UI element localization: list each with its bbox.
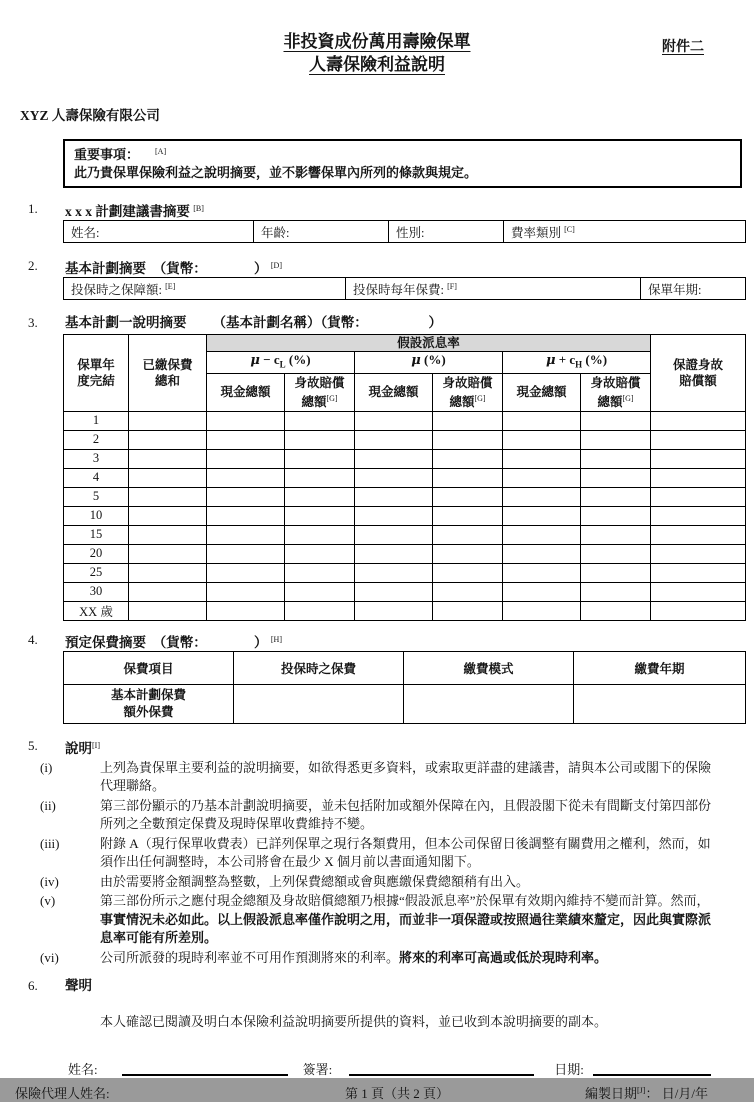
empty-value-cell	[129, 544, 207, 563]
empty-value-cell	[651, 449, 746, 468]
death-benefit-header-cell-high: 身故賠償總額[G]	[581, 373, 651, 411]
section6-number: 6.	[28, 978, 38, 994]
empty-value-cell	[355, 487, 433, 506]
signature-line	[349, 1062, 534, 1076]
company-name: XYZ 人壽保險有限公司	[20, 108, 160, 123]
empty-value-cell	[503, 487, 581, 506]
note-bold-text: 事實情況未必如此。以上假設派息率僅作說明之用，而並非一項保證或按照過往業績來釐定，因此與實際派息率可能有所差別。	[100, 911, 712, 946]
empty-value-cell	[207, 601, 285, 620]
scheduled-premium-data-row	[64, 684, 746, 723]
rate-class-field-cell	[504, 221, 746, 243]
empty-value-cell	[581, 544, 651, 563]
empty-value-cell	[129, 468, 207, 487]
note-bold-text: 將來的利率可高過或低於現時利率。	[399, 949, 608, 965]
section2-title: 基本計劃摘要 （貨幣： ）	[65, 261, 268, 276]
document-title-line2: 人壽保險利益說明	[309, 55, 445, 74]
empty-value-cell	[503, 449, 581, 468]
note-label: (v)	[40, 893, 56, 909]
section1-heading	[0, 200, 754, 217]
document-title-line1: 非投資成份萬用壽險保單	[283, 32, 471, 51]
marker-c: [C]	[564, 224, 575, 234]
note-text: 公司所派發的現時利率並不可用作預測將來的利率。	[100, 949, 400, 965]
empty-value-cell	[285, 601, 355, 620]
sum-insured-label: 投保時之保障額:	[71, 282, 162, 297]
note-label: (iv)	[40, 873, 59, 889]
rate-mid-header-cell: μ (%)	[355, 352, 503, 374]
sum-insured-cell	[64, 278, 346, 300]
marker-e: [E]	[165, 281, 176, 291]
policy-year-cell: 5	[64, 487, 129, 506]
section5-title: 說明	[65, 740, 92, 756]
basic-plan-premium-label: 基本計劃保費	[110, 687, 186, 702]
empty-value-cell	[285, 563, 355, 582]
policy-year-header-cell: 保單年度完結	[64, 335, 129, 412]
empty-value-cell	[129, 601, 207, 620]
note-label: (ii)	[40, 797, 56, 813]
important-notice-box	[63, 139, 742, 188]
marker-g: [G]	[474, 393, 486, 403]
illustration-header-row1	[64, 335, 746, 352]
empty-value-cell	[285, 468, 355, 487]
note-text: 附錄 A（現行保單收費表）已詳列保單之現行各類費用，但本公司保留日後調整有關費用之權利，然而，如須作出任何調整時，本公司將會在最少 X 個月前以書面通知閣下。	[100, 835, 711, 870]
empty-value-cell	[129, 430, 207, 449]
empty-value-cell	[355, 430, 433, 449]
note-text: 第三部份顯示的乃基本計劃說明摘要，並未包括附加或額外保障在內，且假設閣下從未有間斷支付第四部份所列之全數預定保費及現時保單收費維持不變。	[100, 797, 712, 832]
empty-value-cell	[581, 411, 651, 430]
empty-value-cell	[433, 468, 503, 487]
empty-value-cell	[207, 430, 285, 449]
empty-value-cell	[651, 563, 746, 582]
empty-value-cell	[581, 601, 651, 620]
empty-value-cell	[355, 544, 433, 563]
death-benefit-header-cell-low: 身故賠償總額[G]	[285, 373, 355, 411]
section5-number: 5.	[28, 737, 38, 753]
note-item-vi	[0, 949, 754, 968]
marker-g: [G]	[326, 393, 338, 403]
empty-value-cell	[503, 411, 581, 430]
illustration-data-row	[64, 563, 746, 582]
marker-g: [G]	[622, 393, 634, 403]
empty-value-cell	[433, 411, 503, 430]
empty-value-cell	[355, 411, 433, 430]
empty-value-cell	[581, 468, 651, 487]
proposal-summary-table	[63, 220, 746, 243]
payment-term-header-cell: 繳費年期	[574, 651, 746, 684]
empty-value-cell	[581, 525, 651, 544]
illustration-data-row	[64, 544, 746, 563]
illustration-data-row	[64, 582, 746, 601]
empty-value-cell	[285, 544, 355, 563]
empty-value-cell	[285, 506, 355, 525]
note-item-iii	[0, 835, 754, 872]
empty-value-cell	[129, 411, 207, 430]
note-item-v	[0, 892, 754, 948]
payment-mode-header-cell: 繳費模式	[404, 651, 574, 684]
empty-value-cell	[129, 582, 207, 601]
declaration-text: 本人確認已閱讀及明白本保險利益說明摘要所提供的資料，並已收到本說明摘要的副本。	[100, 1014, 608, 1030]
section2-heading	[0, 257, 754, 274]
rate-high-header-cell: $\mu + c_H$ (%)	[503, 352, 651, 374]
empty-value-cell	[581, 563, 651, 582]
empty-value-cell	[355, 525, 433, 544]
marker-j: [J]	[637, 1086, 646, 1096]
basic-plan-summary-row	[64, 278, 746, 300]
section3-number: 3.	[28, 315, 38, 330]
name-signature-line	[122, 1062, 288, 1076]
rate-low-header-cell: $\mu - c_L$ (%)	[207, 352, 355, 374]
note-text: 第三部份所示之應付現金總額及身故賠償總額乃根據“假設派息率”於保單有效期內維持不變而計算。然而，	[100, 893, 710, 909]
empty-value-cell	[207, 449, 285, 468]
policy-year-cell: 1	[64, 411, 129, 430]
empty-value-cell	[433, 430, 503, 449]
empty-value-cell	[503, 544, 581, 563]
note-text: 上列為貴保單主要利益的說明摘要，如欲得悉更多資料，或索取更詳盡的建議書，請與本公司或閣下的保險代理聯絡。	[100, 759, 712, 794]
cash-total-header-cell-mid: 現金總額	[355, 373, 433, 411]
illustration-data-row	[64, 411, 746, 430]
assumed-rate-header-cell: 假設派息率	[207, 335, 651, 352]
empty-value-cell	[581, 506, 651, 525]
empty-value-cell	[433, 525, 503, 544]
empty-value-cell	[503, 563, 581, 582]
policy-term-label: 保單年期:	[648, 282, 702, 297]
note-text: 由於需要將金額調整為整數，上列保費總額或會與應繳保費總額稍有出入。	[100, 873, 530, 889]
section1-number: 1.	[28, 201, 38, 216]
empty-value-cell	[129, 506, 207, 525]
empty-value-cell	[207, 411, 285, 430]
empty-value-cell	[207, 582, 285, 601]
empty-value-cell	[404, 684, 574, 723]
death-benefit-header-cell-mid: 身故賠償總額[G]	[433, 373, 503, 411]
empty-value-cell	[433, 449, 503, 468]
empty-value-cell	[207, 525, 285, 544]
age-field-label: 年齡:	[261, 225, 290, 240]
empty-value-cell	[207, 468, 285, 487]
empty-value-cell	[355, 506, 433, 525]
empty-value-cell	[651, 582, 746, 601]
guaranteed-death-benefit-header-cell: 保證身故賠償額	[651, 335, 746, 412]
section4-heading	[0, 631, 754, 648]
date-line	[593, 1062, 711, 1076]
policy-year-cell: 3	[64, 449, 129, 468]
empty-value-cell	[651, 601, 746, 620]
empty-value-cell	[207, 544, 285, 563]
illustration-table	[63, 334, 746, 621]
empty-value-cell	[581, 487, 651, 506]
empty-value-cell	[285, 487, 355, 506]
date-label: 日期:	[554, 1062, 584, 1078]
empty-value-cell	[234, 684, 404, 723]
premium-item-header-cell: 保費項目	[64, 651, 234, 684]
rate-class-field-label: 費率類別	[511, 225, 562, 240]
marker-i: [I]	[92, 740, 100, 750]
section3-subtitle: （基本計劃名稱）（貨幣： ）	[212, 315, 442, 330]
empty-value-cell	[355, 563, 433, 582]
policy-term-cell	[641, 278, 746, 300]
note-label: (iii)	[40, 835, 60, 851]
empty-value-cell	[285, 449, 355, 468]
empty-value-cell	[503, 506, 581, 525]
empty-value-cell	[433, 544, 503, 563]
notes-list	[0, 759, 754, 968]
empty-value-cell	[433, 563, 503, 582]
proposal-summary-row	[64, 221, 746, 243]
attachment-label: 附件二	[662, 40, 704, 55]
empty-value-cell	[207, 563, 285, 582]
policy-year-cell: 30	[64, 582, 129, 601]
premium-item-cell	[64, 684, 234, 723]
empty-value-cell	[355, 582, 433, 601]
scheduled-premium-table	[63, 651, 746, 724]
section1-title: x x x 計劃建議書摘要	[65, 204, 190, 219]
section2-number: 2.	[28, 258, 38, 273]
section4-number: 4.	[28, 631, 38, 647]
sex-field-label: 性別:	[396, 225, 425, 240]
empty-value-cell	[129, 487, 207, 506]
policy-year-cell: 15	[64, 525, 129, 544]
scheduled-premium-header-row	[64, 651, 746, 684]
illustration-data-row	[64, 525, 746, 544]
illustration-data-row	[64, 601, 746, 620]
total-premium-header-cell: 已繳保費總和	[129, 335, 207, 412]
empty-value-cell	[503, 601, 581, 620]
agent-name-label: 保險代理人姓名:	[15, 1086, 110, 1102]
empty-value-cell	[433, 582, 503, 601]
name-field-cell	[64, 221, 254, 243]
note-item-iv	[0, 873, 754, 892]
policy-year-cell: 10	[64, 506, 129, 525]
empty-value-cell	[503, 468, 581, 487]
sex-field-cell	[389, 221, 504, 243]
marker-b: [B]	[193, 204, 204, 213]
empty-value-cell	[285, 582, 355, 601]
empty-value-cell	[355, 468, 433, 487]
empty-value-cell	[207, 487, 285, 506]
empty-value-cell	[581, 430, 651, 449]
empty-value-cell	[581, 449, 651, 468]
policy-year-cell: 20	[64, 544, 129, 563]
policy-year-cell: 4	[64, 468, 129, 487]
empty-value-cell	[355, 601, 433, 620]
empty-value-cell	[285, 411, 355, 430]
age-field-cell	[254, 221, 389, 243]
note-label: (i)	[40, 759, 53, 775]
policy-year-cell: XX 歲	[64, 601, 129, 620]
extra-premium-label: 額外保費	[123, 704, 174, 719]
name-signature-label: 姓名:	[68, 1062, 98, 1078]
signature-row	[0, 1059, 754, 1079]
marker-h: [H]	[270, 634, 282, 644]
empty-value-cell	[207, 506, 285, 525]
illustration-data-row	[64, 487, 746, 506]
marker-d: [D]	[270, 261, 282, 270]
empty-value-cell	[355, 449, 433, 468]
note-label: (vi)	[40, 949, 59, 965]
annual-premium-label: 投保時每年保費:	[353, 282, 444, 297]
footer-row	[0, 1083, 754, 1101]
prepared-date: 編製日期[J]： 日/月/年	[585, 1086, 708, 1102]
empty-value-cell	[129, 563, 207, 582]
section4-title: 預定保費摘要 （貨幣： ）	[65, 634, 268, 650]
signature-label: 簽署:	[302, 1062, 333, 1078]
empty-value-cell	[129, 525, 207, 544]
empty-value-cell	[651, 468, 746, 487]
cash-total-header-cell-high: 現金總額	[503, 373, 581, 411]
empty-value-cell	[503, 430, 581, 449]
empty-value-cell	[433, 506, 503, 525]
section5-heading	[0, 737, 754, 754]
empty-value-cell	[651, 411, 746, 430]
document-title-block	[0, 0, 754, 76]
illustration-data-row	[64, 430, 746, 449]
important-notice-heading-row	[74, 143, 731, 164]
page-number: 第 1 頁（共 2 頁）	[345, 1086, 450, 1102]
empty-value-cell	[503, 525, 581, 544]
empty-value-cell	[574, 684, 746, 723]
empty-value-cell	[285, 430, 355, 449]
section3-heading	[0, 314, 754, 331]
empty-value-cell	[651, 544, 746, 563]
cash-total-header-cell-low: 現金總額	[207, 373, 285, 411]
note-item-ii	[0, 797, 754, 834]
marker-a: [A]	[155, 147, 167, 156]
marker-f: [F]	[447, 281, 457, 291]
illustration-data-row	[64, 506, 746, 525]
policy-year-cell: 2	[64, 430, 129, 449]
empty-value-cell	[503, 582, 581, 601]
illustration-data-row	[64, 449, 746, 468]
section3-title: 基本計劃一說明摘要	[65, 315, 187, 330]
illustration-table-head	[64, 335, 746, 412]
note-item-i	[0, 759, 754, 796]
important-notice-body: 此乃貴保單保險利益之說明摘要，並不影響保單內所列的條款與規定。	[74, 165, 478, 180]
basic-plan-summary-table	[63, 277, 746, 300]
important-notice-heading: 重要事項：	[74, 147, 140, 162]
empty-value-cell	[433, 601, 503, 620]
policy-year-cell: 25	[64, 563, 129, 582]
empty-value-cell	[581, 582, 651, 601]
empty-value-cell	[129, 449, 207, 468]
illustration-table-body	[64, 411, 746, 620]
annual-premium-cell	[346, 278, 641, 300]
empty-value-cell	[651, 487, 746, 506]
empty-value-cell	[651, 506, 746, 525]
premium-at-issue-header-cell: 投保時之保費	[234, 651, 404, 684]
empty-value-cell	[651, 430, 746, 449]
illustration-data-row	[64, 468, 746, 487]
name-field-label: 姓名:	[71, 225, 100, 240]
empty-value-cell	[433, 487, 503, 506]
section6-heading	[0, 977, 754, 994]
section6-title: 聲明	[65, 978, 92, 994]
empty-value-cell	[651, 525, 746, 544]
empty-value-cell	[285, 525, 355, 544]
